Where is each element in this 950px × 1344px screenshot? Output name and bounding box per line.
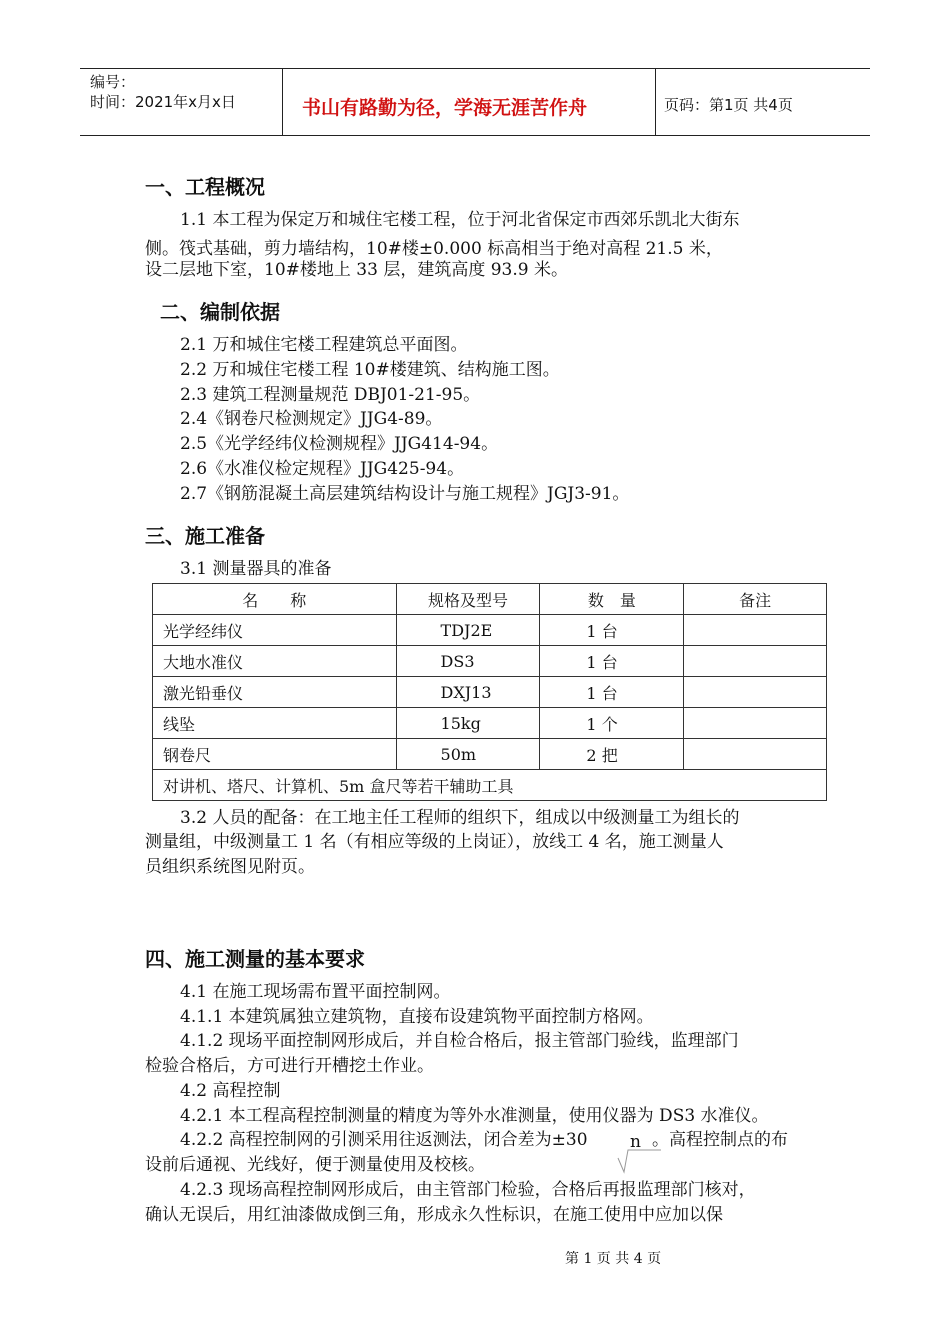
table-cell-qty: 1 台 [540,646,684,677]
table-cell-spec: DS3 [396,646,540,677]
page-footer: 第 1 页 共 4 页 [565,1251,662,1267]
table-header-note: 备注 [684,584,827,615]
header-code-label: 编号： [90,73,136,91]
section-4-line-3: 4.1.2 现场平面控制网形成后，并自检合格后，报主管部门验线，监理部门 [180,1031,739,1051]
table-cell-name: 线坠 [153,708,397,739]
table-header-name: 名 称 [153,584,397,615]
section-3-staff-line-2: 测量组，中级测量工 1 名（有相应等级的上岗证），放线工 4 名，施工测量人 [145,832,724,852]
section-2-item-3: 2.3 建筑工程测量规范 DBJ01-21-95。 [180,385,481,405]
section-3-staff-line-1: 3.2 人员的配备：在工地主任工程师的组织下，组成以中级测量工为组长的 [180,808,740,828]
table-footer-cell: 对讲机、塔尺、计算机、5m 盒尺等若干辅助工具 [153,770,827,801]
section-1-line-2: 侧。筏式基础，剪力墙结构，10#楼±0.000 标高相当于绝对高程 21.5 米， [145,239,723,259]
table-cell-name: 大地水准仪 [153,646,397,677]
section-4-line-1: 4.1 在施工现场需布置平面控制网。 [180,982,451,1002]
table-cell-spec: 50m [396,739,540,770]
table-cell-qty: 1 个 [540,708,684,739]
sqrt-n-symbol: n [630,1132,641,1152]
section-2-item-4: 2.4《钢卷尺检测规定》JJG4-89。 [180,409,443,429]
table-cell-note [684,646,827,677]
section-4-line-5: 4.2 高程控制 [180,1081,281,1101]
table-row [153,708,827,739]
section-3-subtitle: 3.1 测量器具的准备 [180,559,332,579]
table-header-row [153,584,827,615]
table-cell-note [684,677,827,708]
table-cell-note [684,708,827,739]
header-time: 时间：2021年x月x日 [90,93,236,111]
table-row [153,646,827,677]
section-4-line-2: 4.1.1 本建筑属独立建筑物，直接布设建筑物平面控制方格网。 [180,1007,654,1027]
section-4-line-7a: 4.2.2 高程控制网的引测采用往返测法，闭合差为±30 [180,1130,588,1150]
equipment-table [152,583,827,801]
section-4-title: 四、施工测量的基本要求 [145,947,365,971]
section-2-item-1: 2.1 万和城住宅楼工程建筑总平面图。 [180,335,468,355]
section-4-line-7b: 。高程控制点的布 [652,1130,788,1150]
section-2-title: 二、编制依据 [160,300,280,324]
table-header-spec: 规格及型号 [396,584,540,615]
section-1-line-1: 1.1 本工程为保定万和城住宅楼工程，位于河北省保定市西郊乐凯北大街东 [180,210,740,230]
section-4-line-8: 设前后通视、光线好，便于测量使用及校核。 [145,1155,485,1175]
section-2-item-7: 2.7《钢筋混凝土高层建筑结构设计与施工规程》JGJ3-91。 [180,484,630,504]
table-row [153,739,827,770]
header-divider-left [282,68,283,136]
section-4-line-6: 4.2.1 本工程高程控制测量的精度为等外水准测量，使用仪器为 DS3 水准仪。 [180,1106,769,1126]
table-row [153,677,827,708]
section-2-item-2: 2.2 万和城住宅楼工程 10#楼建筑、结构施工图。 [180,360,560,380]
section-4-line-4: 检验合格后，方可进行开槽挖土作业。 [145,1056,434,1076]
table-cell-name: 钢卷尺 [153,739,397,770]
table-cell-spec: 15kg [396,708,540,739]
section-4-line-9: 4.2.3 现场高程控制网形成后，由主管部门检验，合格后再报监理部门核对， [180,1180,756,1200]
header-bottom-rule [80,135,870,136]
section-1-title: 一、工程概况 [145,175,265,199]
table-cell-qty: 1 台 [540,615,684,646]
table-cell-spec: TDJ2E [396,615,540,646]
section-3-title: 三、施工准备 [145,524,265,548]
header-divider-right [655,68,656,136]
section-4-line-10: 确认无误后，用红油漆做成倒三角，形成永久性标识，在施工使用中应加以保 [145,1205,723,1225]
section-2-item-5: 2.5《光学经纬仪检测规程》JJG414-94。 [180,434,499,454]
table-row [153,615,827,646]
table-cell-note [684,739,827,770]
table-footer-row [153,770,827,801]
table-cell-qty: 2 把 [540,739,684,770]
table-cell-note [684,615,827,646]
table-cell-name: 激光铅垂仪 [153,677,397,708]
table-cell-qty: 1 台 [540,677,684,708]
table-cell-name: 光学经纬仪 [153,615,397,646]
header-top-rule [80,68,870,69]
header-motto: 书山有路勤为径，学海无涯苦作舟 [302,97,588,119]
section-1-line-3: 设二层地下室，10#楼地上 33 层，建筑高度 93.9 米。 [145,260,568,280]
table-header-qty: 数 量 [540,584,684,615]
section-3-staff-line-3: 员组织系统图见附页。 [145,857,315,877]
header-page-code: 页码：第1页 共4页 [664,96,793,114]
table-cell-spec: DXJ13 [396,677,540,708]
section-2-item-6: 2.6《水准仪检定规程》JJG425-94。 [180,459,465,479]
